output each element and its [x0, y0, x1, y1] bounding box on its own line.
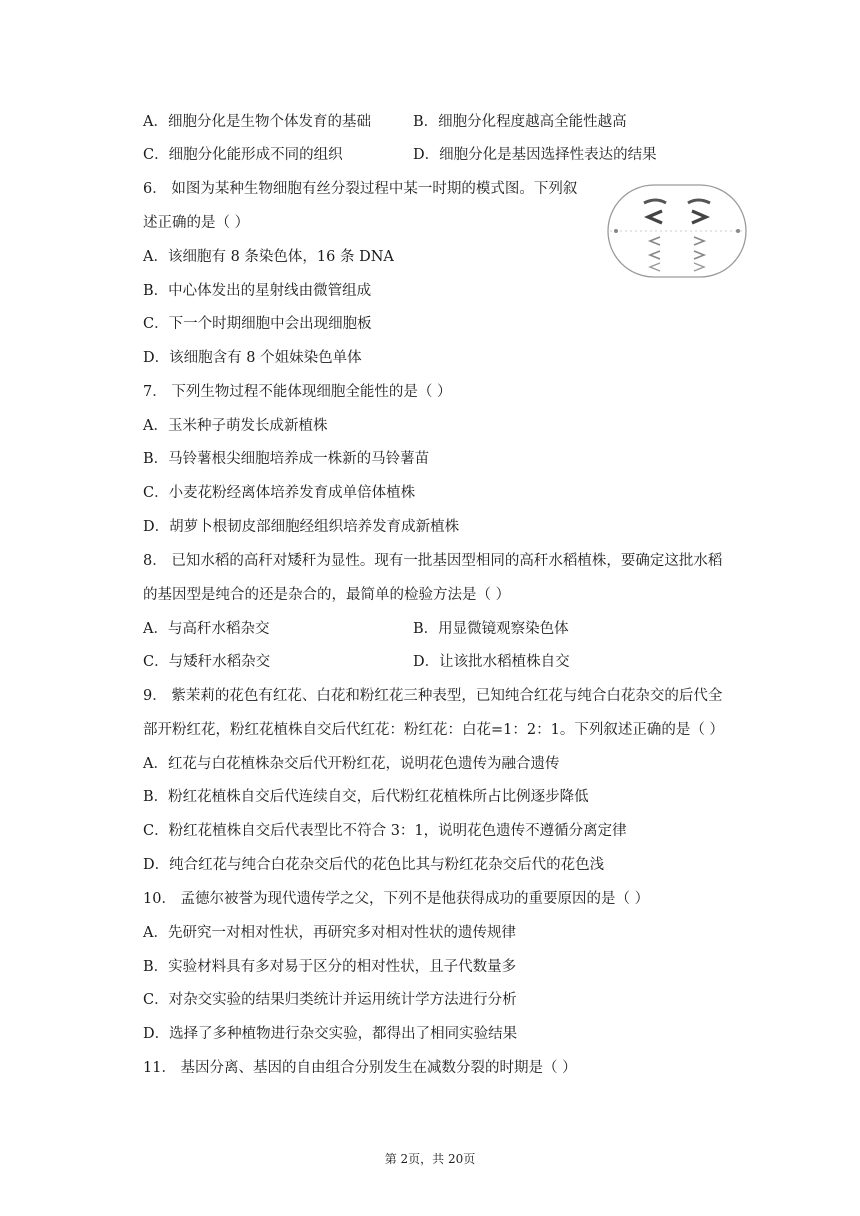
q9-option-b: B．粉红花植株自交后代连续自交，后代粉红花植株所占比例逐步降低: [143, 789, 589, 805]
q8-option-d: D．让该批水稻植株自交: [413, 654, 570, 670]
mitosis-cell-figure: [604, 179, 750, 283]
q5-option-c: C．细胞分化能形成不同的组织: [143, 147, 343, 163]
q6-stem-line1: 6． 如图为某种生物细胞有丝分裂过程中某一时期的模式图。下列叙: [143, 181, 578, 197]
q7-option-c: C．小麦花粉经离体培养发育成单倍体植株: [143, 485, 416, 501]
q6-option-b: B．中心体发出的星射线由微管组成: [143, 283, 372, 299]
q7-option-b: B．马铃薯根尖细胞培养成一株新的马铃薯苗: [143, 451, 430, 467]
q8-stem-line2: 的基因型是纯合的还是杂合的，最简单的检验方法是（ ）: [143, 587, 511, 603]
q5-option-b: B．细胞分化程度越高全能性越高: [413, 114, 627, 130]
q7-option-a: A．玉米种子萌发长成新植株: [143, 418, 328, 434]
q5-option-d: D．细胞分化是基因选择性表达的结果: [413, 147, 657, 163]
q10-option-a: A．先研究一对相对性状，再研究多对相对性状的遗传规律: [143, 925, 516, 941]
q8-option-b: B．用显微镜观察染色体: [413, 621, 569, 637]
page-number-footer: 第 2页，共 20页: [384, 1152, 476, 1166]
q10-stem: 10． 孟德尔被誉为现代遗传学之父，下列不是他获得成功的重要原因的是（ ）: [143, 891, 650, 907]
q9-stem-line2: 部开粉红花，粉红花植株自交后代红花：粉红花：白花=1：2：1。下列叙述正确的是（ ）: [143, 722, 724, 738]
q10-option-c: C．对杂交实验的结果归类统计并运用统计学方法进行分析: [143, 992, 517, 1008]
q9-option-a: A．红花与白花植株杂交后代开粉红花，说明花色遗传为融合遗传: [143, 756, 560, 772]
q7-stem: 7． 下列生物过程不能体现细胞全能性的是（ ）: [143, 384, 452, 400]
q10-option-d: D．选择了多种植物进行杂交实验，都得出了相同实验结果: [143, 1026, 518, 1042]
q9-option-d: D．纯合红花与纯合白花杂交后代的花色比其与粉红花杂交后代的花色浅: [143, 857, 605, 873]
q6-option-a: A．该细胞有 8 条染色体，16 条 DNA: [143, 249, 394, 265]
q5-option-a: A．细胞分化是生物个体发育的基础: [143, 114, 371, 130]
q9-stem-line1: 9． 紫茉莉的花色有红花、白花和粉红花三种表型，已知纯合红花与纯合白花杂交的后代全: [143, 688, 723, 704]
q7-option-d: D．胡萝卜根韧皮部细胞经组织培养发育成新植株: [143, 519, 460, 535]
q6-option-d: D．该细胞含有 8 个姐妹染色单体: [143, 350, 362, 366]
q8-stem-line1: 8． 已知水稻的高秆对矮秆为显性。现有一批基因型相同的高秆水稻植株，要确定这批水稻: [143, 553, 723, 569]
q6-stem-line2: 述正确的是（ ）: [143, 215, 250, 231]
q8-option-a: A．与高秆水稻杂交: [143, 621, 270, 637]
q11-stem: 11． 基因分离、基因的自由组合分别发生在减数分裂的时期是（ ）: [143, 1060, 577, 1076]
q6-option-c: C．下一个时期细胞中会出现细胞板: [143, 316, 372, 332]
q9-option-c: C．粉红花植株自交后代表型比不符合 3：1，说明花色遗传不遵循分离定律: [143, 823, 627, 839]
q10-option-b: B．实验材料具有多对易于区分的相对性状，且子代数量多: [143, 959, 517, 975]
q8-option-c: C．与矮秆水稻杂交: [143, 654, 271, 670]
